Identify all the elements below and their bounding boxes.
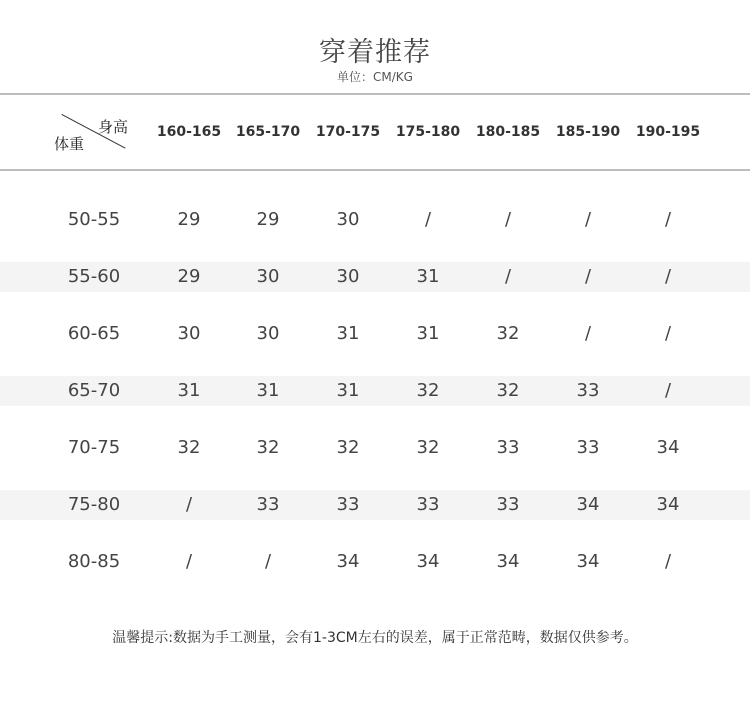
weight-range-cell: 60-65 (67, 323, 121, 344)
size-cell: 34 (336, 551, 360, 572)
size-cell: 32 (496, 380, 520, 401)
size-cell: 33 (416, 494, 440, 515)
weight-range-cell: 50-55 (67, 209, 121, 230)
height-range-header: 165-170 (235, 124, 301, 140)
size-cell: 31 (177, 380, 201, 401)
size-cell: 32 (416, 437, 440, 458)
size-cell: / (664, 380, 672, 401)
size-cell: 33 (496, 494, 520, 515)
weight-range-cell: 80-85 (67, 551, 121, 572)
size-cell: 34 (496, 551, 520, 572)
size-cell: / (264, 551, 272, 572)
weight-range-cell: 70-75 (67, 437, 121, 458)
weight-range-cell: 65-70 (67, 380, 121, 401)
size-cell: / (664, 209, 672, 230)
size-cell: 29 (256, 209, 280, 230)
size-cell: / (185, 494, 193, 515)
size-cell: 33 (256, 494, 280, 515)
size-cell: / (664, 266, 672, 287)
size-cell: 32 (256, 437, 280, 458)
size-cell: 31 (416, 266, 440, 287)
size-cell: 29 (177, 209, 201, 230)
size-cell: / (664, 551, 672, 572)
size-cell: 31 (256, 380, 280, 401)
page-title: 穿着推荐 (319, 37, 431, 68)
size-cell: / (584, 266, 592, 287)
size-cell: 34 (576, 551, 600, 572)
size-cell: 31 (416, 323, 440, 344)
size-cell: 32 (496, 323, 520, 344)
size-cell: 34 (656, 437, 680, 458)
corner-height-label: 身高 (98, 118, 129, 136)
size-cell: 30 (336, 209, 360, 230)
size-cell: / (424, 209, 432, 230)
size-cell: 34 (416, 551, 440, 572)
disclaimer-note: 温馨提示:数据为手工测量，会有1-3CM左右的误差，属于正常范畴，数据仅供参考。 (112, 630, 638, 646)
height-range-header: 170-175 (315, 124, 381, 140)
size-cell: 32 (336, 437, 360, 458)
size-cell: 33 (576, 380, 600, 401)
height-range-header: 175-180 (395, 124, 461, 140)
size-cell: 29 (177, 266, 201, 287)
unit-label: 单位：CM/KG (337, 70, 413, 84)
size-cell: 30 (256, 323, 280, 344)
header-divider (0, 169, 750, 171)
size-cell: / (185, 551, 193, 572)
top-divider (0, 93, 750, 95)
weight-range-cell: 55-60 (67, 266, 121, 287)
size-cell: 30 (256, 266, 280, 287)
size-cell: 34 (656, 494, 680, 515)
size-cell: 31 (336, 380, 360, 401)
size-cell: / (664, 323, 672, 344)
height-range-header: 180-185 (475, 124, 541, 140)
size-cell: 33 (496, 437, 520, 458)
size-cell: 32 (177, 437, 201, 458)
size-cell: 31 (336, 323, 360, 344)
size-cell: 30 (177, 323, 201, 344)
size-cell: / (584, 209, 592, 230)
size-cell: 33 (336, 494, 360, 515)
size-cell: 32 (416, 380, 440, 401)
weight-range-cell: 75-80 (67, 494, 121, 515)
size-cell: 34 (576, 494, 600, 515)
size-cell: / (504, 266, 512, 287)
height-range-header: 190-195 (635, 124, 701, 140)
height-range-header: 160-165 (156, 124, 222, 140)
size-cell: 33 (576, 437, 600, 458)
size-cell: 30 (336, 266, 360, 287)
size-cell: / (584, 323, 592, 344)
size-cell: / (504, 209, 512, 230)
height-range-header: 185-190 (555, 124, 621, 140)
corner-weight-label: 体重 (54, 135, 85, 153)
